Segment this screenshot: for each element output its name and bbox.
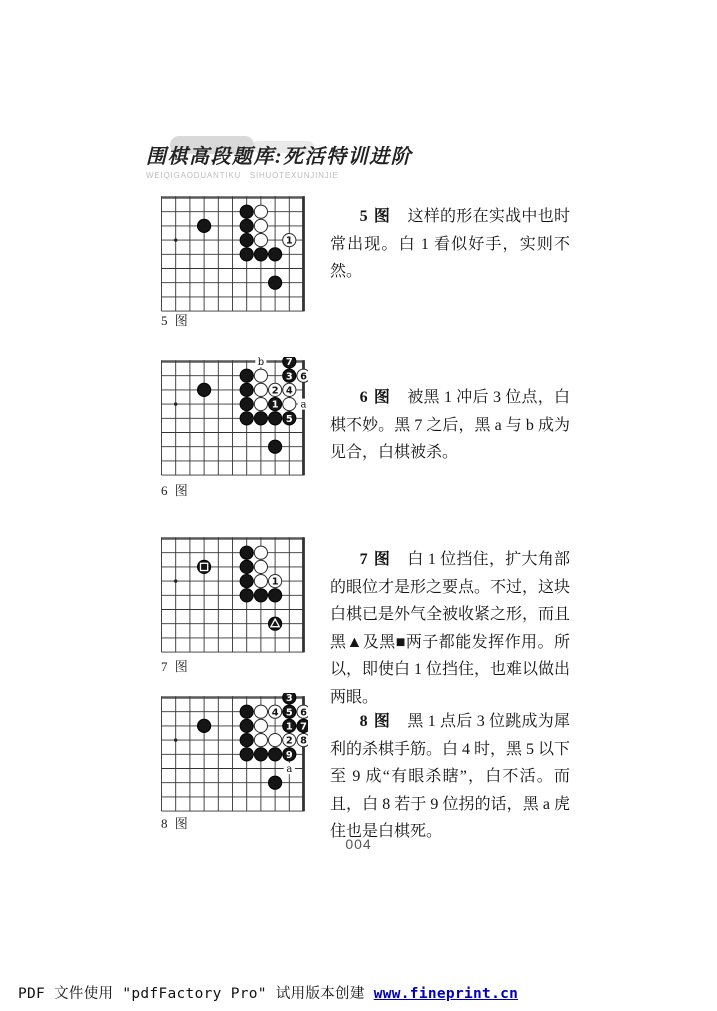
svg-text:3: 3 — [285, 693, 293, 705]
svg-text:6: 6 — [300, 707, 307, 719]
go-board-diagram-8 — [157, 693, 308, 821]
svg-text:4: 4 — [271, 707, 279, 719]
figure-text — [330, 384, 570, 467]
svg-text:7: 7 — [285, 357, 293, 369]
svg-text:5: 5 — [285, 707, 293, 719]
svg-text:1: 1 — [271, 399, 279, 411]
svg-text:8: 8 — [300, 735, 307, 747]
svg-text:1: 1 — [285, 721, 293, 733]
svg-text:2: 2 — [285, 735, 293, 747]
figure-body: 这样的形在实战中也时常出现。白 1 看似好手，实则不然。 — [330, 208, 570, 280]
figure-title: 7 图 — [359, 551, 392, 568]
figure-text — [330, 203, 570, 286]
board-caption: 5 图 — [161, 313, 190, 328]
figure-body: 被黑 1 冲后 3 位点，白棋不妙。黑 7 之后，黑 a 与 b 成为见合，白棋被杀。 — [330, 389, 570, 461]
svg-text:a: a — [300, 399, 307, 411]
go-board-diagram-7 — [157, 534, 308, 662]
figure-text — [330, 546, 570, 711]
figure-text — [330, 708, 570, 846]
svg-text:a: a — [286, 763, 293, 775]
svg-text:b: b — [257, 357, 265, 368]
figure-body: 黑 1 点后 3 位跳成为犀利的杀棋手筋。白 4 时，黑 5 以下至 9 成“有眼杀瞎”，白不活。而且，白 8 若于 9 位拐的话，黑 a 虎住也是白棋死。 — [330, 713, 571, 840]
svg-text:1: 1 — [285, 235, 293, 247]
go-board-diagram-6 — [157, 357, 308, 485]
figure-title: 8 图 — [359, 713, 392, 730]
svg-text:1: 1 — [271, 576, 279, 588]
board-caption: 7 图 — [161, 659, 190, 674]
svg-text:3: 3 — [285, 371, 293, 383]
header-logo — [146, 140, 412, 181]
page-number: 004 — [345, 836, 372, 852]
figure-title: 5 图 — [359, 208, 392, 225]
board-caption: 8 图 — [161, 816, 190, 831]
board-caption: 6 图 — [161, 483, 190, 498]
svg-text:5: 5 — [285, 413, 293, 425]
svg-text:9: 9 — [285, 749, 293, 761]
fineprint-link[interactable]: www.fineprint.cn — [373, 986, 519, 1002]
book-title-pinyin: WEIQIGAODUANTIKU SIHUOTEXUNJINJIE — [146, 171, 339, 180]
watermark-text: PDF 文件使用 "pdfFactory Pro" 试用版本创建 — [18, 986, 374, 1002]
svg-text:7: 7 — [300, 721, 307, 733]
svg-text:6: 6 — [300, 371, 307, 383]
figure-body: 白 1 位挡住，扩大角部的眼位才是形之要点。不过，这块白棋已是外气全被收紧之形，而且黑▲及黑■两子都能发挥作用。所以，即使白 1 位挡住，也难以做出两眼。 — [330, 551, 571, 706]
pdf-watermark — [18, 982, 518, 1003]
svg-text:2: 2 — [271, 385, 279, 397]
book-title: 围棋高段题库:死活特训进阶 — [146, 146, 413, 168]
figure-title: 6 图 — [359, 389, 392, 406]
go-board-diagram-5 — [157, 193, 308, 321]
svg-text:4: 4 — [285, 385, 293, 397]
